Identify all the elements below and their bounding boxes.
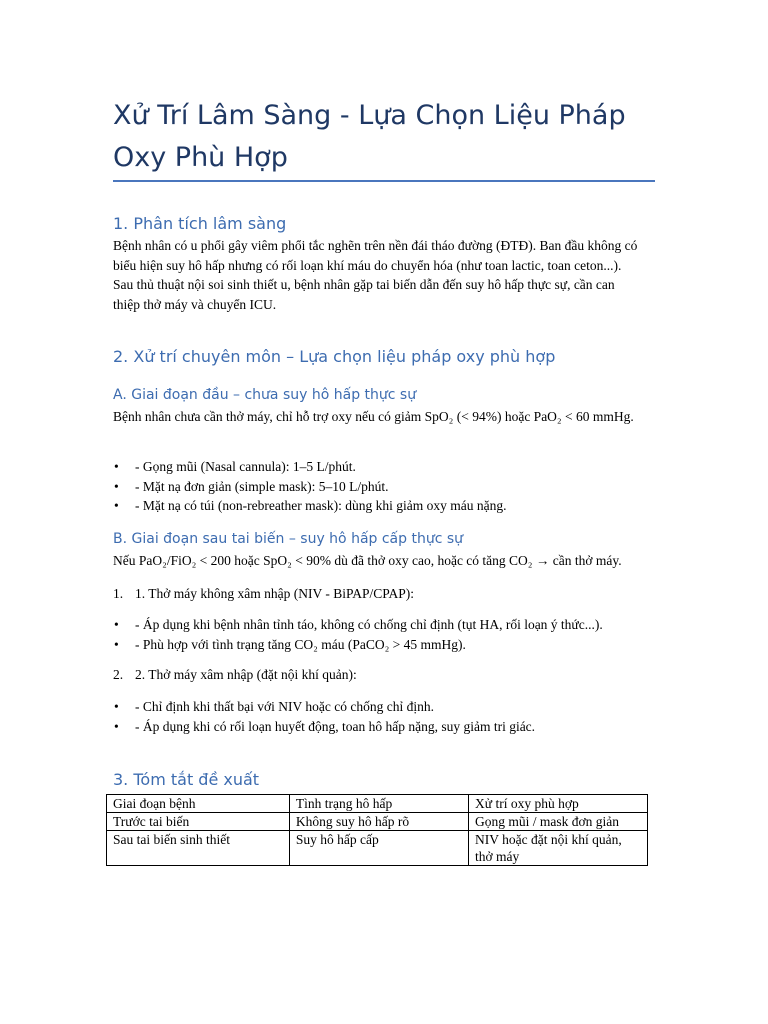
- section-1-heading: 1. Phân tích lâm sàng: [113, 214, 287, 233]
- table-cell: NIV hoặc đặt nội khí quản, thở máy: [469, 831, 648, 866]
- table-header-row: [107, 795, 648, 813]
- list-item: • - Mặt nạ có túi (non-rebreather mask): dùng khi giảm oxy máu nặng.: [113, 496, 653, 516]
- bullet-icon: •: [114, 478, 119, 494]
- table-row: [107, 831, 648, 866]
- table-cell: Không suy hô hấp rõ: [289, 813, 468, 831]
- table-cell: Suy hô hấp cấp: [289, 831, 468, 866]
- phase-b-heading: B. Giai đoạn sau tai biến – suy hô hấp cấp thực sự: [113, 531, 464, 547]
- bullet-icon: •: [114, 699, 119, 714]
- table-row: [107, 813, 648, 831]
- phase-a-list: [113, 457, 653, 516]
- table-header-cell: Giai đoạn bệnh: [107, 795, 290, 813]
- summary-table: [106, 794, 648, 866]
- phase-a-heading: A. Giai đoạn đầu – chưa suy hô hấp thực sự: [113, 387, 417, 403]
- table-cell: Sau tai biến sinh thiết: [107, 831, 290, 866]
- bullet-icon: •: [114, 459, 119, 474]
- option-2: [113, 665, 653, 685]
- title-underline: [113, 180, 655, 182]
- option-1-list: [113, 615, 653, 654]
- document-title: Xử Trí Lâm Sàng - Lựa Chọn Liệu Pháp Oxy Phù Hợp: [113, 100, 626, 173]
- option-1-label: 1. 1. Thở máy không xâm nhập (NIV - BiPAP/CPAP):: [113, 586, 415, 601]
- phase-a-intro: Bệnh nhân chưa cần thở máy, chỉ hỗ trợ oxy nếu có giảm SpO₂ (< 94%) hoặc PaO₂ < 60 mmHg.: [113, 409, 634, 424]
- table-cell: Trước tai biến: [107, 813, 290, 831]
- table-header-cell: Tình trạng hô hấp: [289, 795, 468, 813]
- option-2-label: 2. 2. Thở máy xâm nhập (đặt nội khí quản):: [113, 667, 357, 682]
- bullet-icon: •: [114, 498, 119, 513]
- list-item: • - Phù hợp với tình trạng tăng CO₂ máu (PaCO₂ > 45 mmHg).: [113, 635, 653, 655]
- bullet-icon: •: [114, 718, 119, 734]
- section-2-heading: 2. Xử trí chuyên môn – Lựa chọn liệu pháp oxy phù hợp: [113, 347, 556, 366]
- list-item: • - Chỉ định khi thất bại với NIV hoặc có chống chỉ định.: [113, 697, 653, 717]
- phase-b-intro: Nếu PaO₂/FiO₂ < 200 hoặc SpO₂ < 90% dù đã thở oxy cao, hoặc có tăng CO₂ → cần thở máy.: [113, 553, 622, 568]
- list-item: • - Mặt nạ đơn giản (simple mask): 5–10 L/phút.: [113, 477, 653, 497]
- bullet-icon: •: [114, 617, 119, 632]
- option-1: [113, 584, 653, 604]
- list-item: • - Gọng mũi (Nasal cannula): 1–5 L/phút.: [113, 457, 653, 477]
- section-1-body: Bệnh nhân có u phổi gây viêm phổi tắc nghẽn trên nền đái tháo đường (ĐTĐ). Ban đầu không có biểu hiện suy hô hấp nhưng có rối loạn khí máu do chuyển hóa (như toan lactic, toan ceton...). Sau thủ thuật nội soi sinh thiết u, bệnh nhân gặp tai biến dẫn đến suy hô hấp thực sự, cần can thiệp thở máy và chuyển ICU.: [113, 238, 638, 312]
- bullet-icon: •: [114, 636, 119, 652]
- table-header-cell: Xử trí oxy phù hợp: [469, 795, 648, 813]
- option-2-list: [113, 697, 653, 736]
- list-item: • - Áp dụng khi có rối loạn huyết động, toan hô hấp nặng, suy giảm tri giác.: [113, 717, 653, 737]
- table-cell: Gọng mũi / mask đơn giản: [469, 813, 648, 831]
- list-item: • - Áp dụng khi bệnh nhân tỉnh táo, không có chống chỉ định (tụt HA, rối loạn ý thức...).: [113, 615, 653, 635]
- section-3-heading: 3. Tóm tắt đề xuất: [113, 770, 260, 789]
